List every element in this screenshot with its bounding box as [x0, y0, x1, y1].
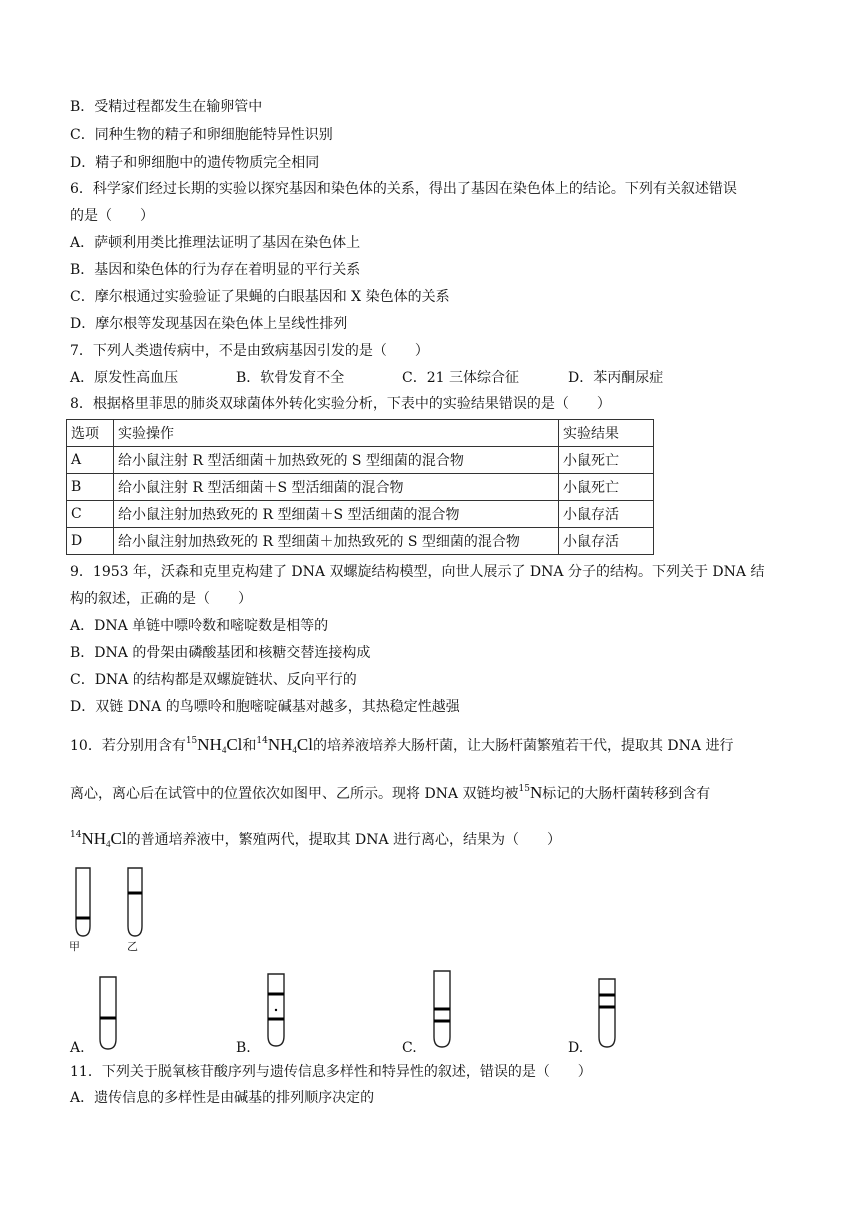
- table-row: [67, 501, 654, 528]
- q5-option-c: C．同种生物的精子和卵细胞能特异性识别: [70, 127, 333, 143]
- table-cell: 小鼠存活: [559, 501, 654, 528]
- table-cell: 小鼠死亡: [559, 474, 654, 501]
- q9-option-a: A．DNA 单链中嘌呤数和嘧啶数是相等的: [70, 618, 329, 634]
- q6-option-b: B．基因和染色体的行为存在着明显的平行关系: [70, 262, 361, 278]
- table-header: 实验操作: [114, 420, 559, 447]
- tube-option-b: [265, 972, 289, 1050]
- chem-symbol: N: [529, 783, 543, 802]
- q10-text: 的普通培养液中，繁殖两代，提取其 DNA 进行离心，结果为（ ）: [126, 832, 562, 848]
- q9-option-b: B．DNA 的骨架由磷酸基团和核糖交替连接构成: [70, 645, 371, 661]
- q10-stem-line2: [70, 779, 710, 804]
- table-cell: B: [67, 474, 114, 501]
- q10-option-d-label: D.: [568, 1040, 584, 1056]
- q6-option-a: A．萨顿利用类比推理法证明了基因在染色体上: [70, 235, 361, 251]
- table-cell: D: [67, 528, 114, 555]
- q7-option-c: C．21 三体综合征: [402, 370, 519, 386]
- q7-option-b: B．软骨发育不全: [236, 370, 345, 386]
- table-cell: 小鼠存活: [559, 528, 654, 555]
- table-row: [67, 447, 654, 474]
- q9-stem-line2: 构的叙述，正确的是（ ）: [70, 591, 252, 607]
- tube-option-a: [97, 975, 121, 1053]
- q8-table: [66, 419, 654, 555]
- q10-text: 的培养液培养大肠杆菌，让大肠杆菌繁殖若干代，提取其 DNA 进行: [312, 738, 734, 754]
- table-header: 实验结果: [559, 420, 654, 447]
- isotope-number: 15: [518, 784, 530, 794]
- table-row: [67, 474, 654, 501]
- table-header: 选项: [67, 420, 114, 447]
- q9-option-c: C．DNA 的结构都是双螺旋链状、反向平行的: [70, 672, 357, 688]
- tube-label-yi: 乙: [127, 940, 138, 953]
- q9-stem-line1: 9．1953 年，沃森和克里克构建了 DNA 双螺旋结构模型，向世人展示了 DNA 分子的结构。下列关于 DNA 结: [70, 564, 765, 580]
- tube-figure-reference: [68, 866, 148, 942]
- q9-option-d: D．双链 DNA 的鸟嘌呤和胞嘧啶碱基对越多，其热稳定性越强: [70, 699, 460, 715]
- q10-stem-line1: [70, 731, 733, 760]
- tube-label-jia: 甲: [69, 940, 80, 953]
- isotope-number: 15: [185, 736, 198, 746]
- table-cell: C: [67, 501, 114, 528]
- q10-text: 离心，离心后在试管中的位置依次如图甲、乙所示。现将 DNA 双链均被: [70, 786, 519, 802]
- tube-option-d: [596, 977, 620, 1053]
- q5-option-d: D．精子和卵细胞中的遗传物质完全相同: [70, 155, 320, 171]
- table-cell: A: [67, 447, 114, 474]
- table-cell: 给小鼠注射加热致死的 R 型细菌＋S 型活细菌的混合物: [114, 501, 559, 528]
- q5-option-b: B．受精过程都发生在输卵管中: [70, 99, 263, 115]
- table-row: [67, 528, 654, 555]
- table-cell: 给小鼠注射加热致死的 R 型细菌＋加热致死的 S 型细菌的混合物: [114, 528, 559, 555]
- q11-stem: 11．下列关于脱氧核苷酸序列与遗传信息多样性和特异性的叙述，错误的是（ ）: [70, 1064, 592, 1080]
- table-cell: 给小鼠注射 R 型活细菌＋加热致死的 S 型细菌的混合物: [114, 447, 559, 474]
- q6-stem-line1: 6．科学家们经过长期的实验以探究基因和染色体的关系，得出了基因在染色体上的结论。下列有关叙述错误: [70, 181, 737, 197]
- q10-text: 和: [242, 738, 257, 754]
- table-cell: 小鼠死亡: [559, 447, 654, 474]
- table-header-row: [67, 420, 654, 447]
- chem-formula: $NH_4Cl$: [197, 735, 243, 755]
- q10-option-c-label: C.: [402, 1040, 417, 1056]
- q8-stem: 8．根据格里菲思的肺炎双球菌体外转化实验分析，下表中的实验结果错误的是（ ）: [70, 396, 611, 412]
- q10-option-a-label: A.: [70, 1040, 85, 1056]
- q10-stem-line3: [70, 825, 561, 854]
- chem-formula: $NH_4Cl$: [267, 735, 313, 755]
- q6-stem-line2: 的是（ ）: [70, 208, 154, 224]
- q10-option-b-label: B.: [236, 1040, 251, 1056]
- table-cell: 给小鼠注射 R 型活细菌＋S 型活细菌的混合物: [114, 474, 559, 501]
- chem-formula: $NH_4Cl$: [81, 829, 127, 849]
- isotope-number: 14: [256, 736, 268, 746]
- q7-option-d: D．苯丙酮尿症: [568, 370, 664, 386]
- q7-option-a: A．原发性高血压: [70, 370, 179, 386]
- q10-text: 标记的大肠杆菌转移到含有: [542, 786, 711, 802]
- tube-jia: [76, 868, 90, 936]
- q6-option-d: D．摩尔根等发现基因在染色体上呈线性排列: [70, 316, 348, 332]
- tube-yi: [128, 868, 142, 936]
- tube-option-c: [431, 969, 455, 1051]
- q6-option-c: C．摩尔根通过实验验证了果蝇的白眼基因和 X 染色体的关系: [70, 289, 450, 305]
- q11-option-a: A．遗传信息的多样性是由碱基的排列顺序决定的: [70, 1090, 375, 1106]
- isotope-number: 14: [70, 830, 82, 840]
- q7-stem: 7．下列人类遗传病中，不是由致病基因引发的是（ ）: [70, 343, 429, 359]
- q10-text: 10．若分别用含有: [70, 738, 186, 754]
